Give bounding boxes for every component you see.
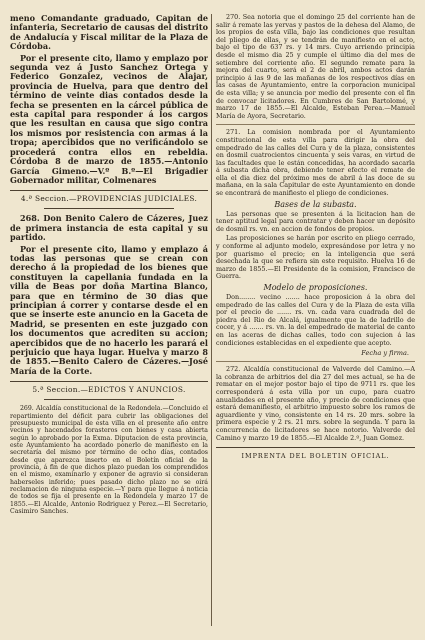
short-divider [44, 399, 174, 400]
notice-268-body: Por el presente cito, llamo y emplazo á todas las personas que se crean con derecho á la propiedad de los bienes que constituyen la capellania fundada en la villa de Beas por doña Martina Blanco, para que en término de 30 dias que principian á correr y contarse desde el en que se inserte este anuncio en la Gaceta de Madrid, se presenten en este juzgado con los documentos que acrediten su accion; apercibidos que de no hacerlo les parará el perjuicio que haya lugar. Huelva y marzo 8 de 1855.—Benito Calero de Cázeres.—José María de la Corte. [10, 243, 208, 376]
bases-paragraph: Las proposiciones se harán por escrito en pliego cerrado, y conforme al adjunto modelo, expresándose por letra y no por guarismo el precio; en la inteligencia que será desechada la que se refiera sin este requisito. Huelva 16 de marzo de 1855.—El Presidente de la comision, Francisco de Guerra. [216, 234, 415, 281]
footer-divider [216, 447, 415, 448]
modelo-title: Modelo de proposiciones. [263, 283, 368, 292]
section-divider [10, 190, 208, 191]
right-column [216, 14, 415, 626]
bases-paragraph: Las personas que se presenten á la licitacion han de tener aptitud legal para contratar y deben hacer un depósito de dosmil rs. vn. en accion de fondos de propios. [216, 209, 415, 233]
summons-paragraph: Por el presente cito, llamo y emplazo por segunda vez á Justo Sanchez Ortega y Federico Gonzalez, vecinos de Alajar, provincia de Huelva, para que dentro del término de veinte dias contados desde la fecha se presenten en la cárcel pública de esta capital para responder á los cargos que les resultan en causa que sigo contra los mismos por resistencia con armas á la tropa; apercibidos que no verificándolo se procederá contra ellos en rebeldia. Córdoba 8 de marzo de 1855.—Antonio García Gimeno.—V.º B.º—El Brigadier Gobernador militar, Colmenares [10, 52, 208, 185]
notice-divider [216, 361, 415, 362]
notice-272: 272. Alcaldía constitucional de Valverde del Camino.—A la cobranza de arbitrios del dia 27 del mes actual, se ha de rematar en el mejor postor bajo el tipo de 9711 rs. que les corresponderá á esta villa por un cupo, para cuatro anualidades en el presente año, y precio de condiciones que estará demanifiesto, el arbitrio impuesto sobre los ramos de aguardiente y vino, consistente en 14 rs. 20 mrs. sobre la primera especie y 2 rs. 21 mrs. sobre la segunda. Y para la concurrencia de licitadores se hace notorio. Valverde del Camino y marzo 19 de 1855.—El Alcalde 2.º, Juan Gomez. [216, 365, 415, 442]
section-heading-judicial: 4.ª Seccion.—PROVIDENCIAS JUDICIALES. [20, 194, 198, 204]
notice-divider [216, 124, 415, 125]
notice-269: 269. Alcaldía constitucional de la Redondela.—Concluido el repartimiento del déficit para cubrir las obligaciones del presupuesto municipal de esta villa en el presente año entre vecinos y hacendados forasteros con bienes y casa abierta según lo aprobado por la Exma. Diputacion de esta provincia, este Ayuntamiento ha acordado ponerlo de manifiesto en la secretaría del mismo por término de ocho días, contados desde que aparezca inserto en el Boletín oficial de la provincia, á fin de que dichos plazo puedan los comprendidos en el mismo, examinarlo y exponer de agravio si consideran haberseles inferido; pues pasado dicho plazo no se oirá reclamacion de ninguna especie.—Y para que llegue á noticia de todos se fija el presente en la Redondela y marzo 17 de 1855.—El Alcalde, Antonio Rodriguez y Perez.—El Secretario, Casimiro Sanches. [10, 405, 208, 516]
section-divider [10, 381, 208, 382]
fecha-firma: Fecha y firma. [361, 349, 409, 358]
section-heading-edicts: 5.ª Seccion.—EDICTOS Y ANUNCIOS. [32, 385, 186, 395]
modelo-paragraph: Don........ vecino ....... hace proposicion á la obra del empedrado de las calles del Cura y de la Plaza de esta villa por el precio de ....... rs. vn. cada vara cuadrada del de piedra del Rio de Alcalá, igualmente que la de ladrillo de cocer, y á ....... rs. vn. la del empedrado de material de canto en las aceras de dichas calles, todo con sujecion á las condiciones establecidas en el expediente que acepto. [216, 293, 415, 347]
notice-270: 270. Sea notoria que el domingo 25 del corriente han de salir á remate las yervas y pastos de la dehesa del Alamo, de los propios de esta villa, bajo las condiciones que resultan del pliego de ellas, y se tendrán de manifiesto en el acto, bajo el tipo de 637 rs. y 14 mrs. Cuyo arriendo principia desde el mismo dia 25 y cumple el último dia del mes de setiembre del corriente año. El segundo remate para la mejora del cuarto, será el 2 de abril, ambos actos darán principio á las 9 de las mañanas de los respectivos días en las casas de Ayuntamiento, entre la corporacion municipal de esta villa; y se anuncia por medio del presente con el fin de convocar licitadores. En Cumbres de San Bartolomé, y marzo 17 de 1855.—El Alcalde, Esteban Perea.—Manuel María de Ayora, Secretario. [216, 14, 415, 120]
short-divider [44, 208, 174, 209]
header-paragraph: meno Comandante graduado, Capitan de infanteria, Secretario de causas del distrito de Andalucía y Fiscal militar de la Plaza de Córdoba. [10, 14, 208, 52]
bases-title: Bases de la subasta. [274, 199, 357, 209]
left-column [10, 14, 208, 626]
printer-imprint: IMPRENTA DEL BOLETIN OFICIAL. [241, 452, 390, 461]
notice-271: 271. La comision nombrada por el Ayuntamiento constitucional de esta villa para dirigir la obra del empedrado de las calles del Cura y de la plaza, consistentes en dosmil cuatrocientos cincuenta y seis varas, en virtud de las facultades que le están concedidas, ha acordado sacarla á subasta dicha obra, debiendo tener efecto el remate de ella el dia diez del próximo mes de abril á las doce de su mañana, en la sala Capitular de este Ayuntamiento en donde se encontrará de manifiesto el pliego de condiciones. [216, 128, 415, 198]
notice-268-heading: 268. Don Benito Calero de Cázeres, Juez de primera instancia de esta capital y su partido. [10, 213, 208, 243]
column-rule [211, 14, 212, 626]
